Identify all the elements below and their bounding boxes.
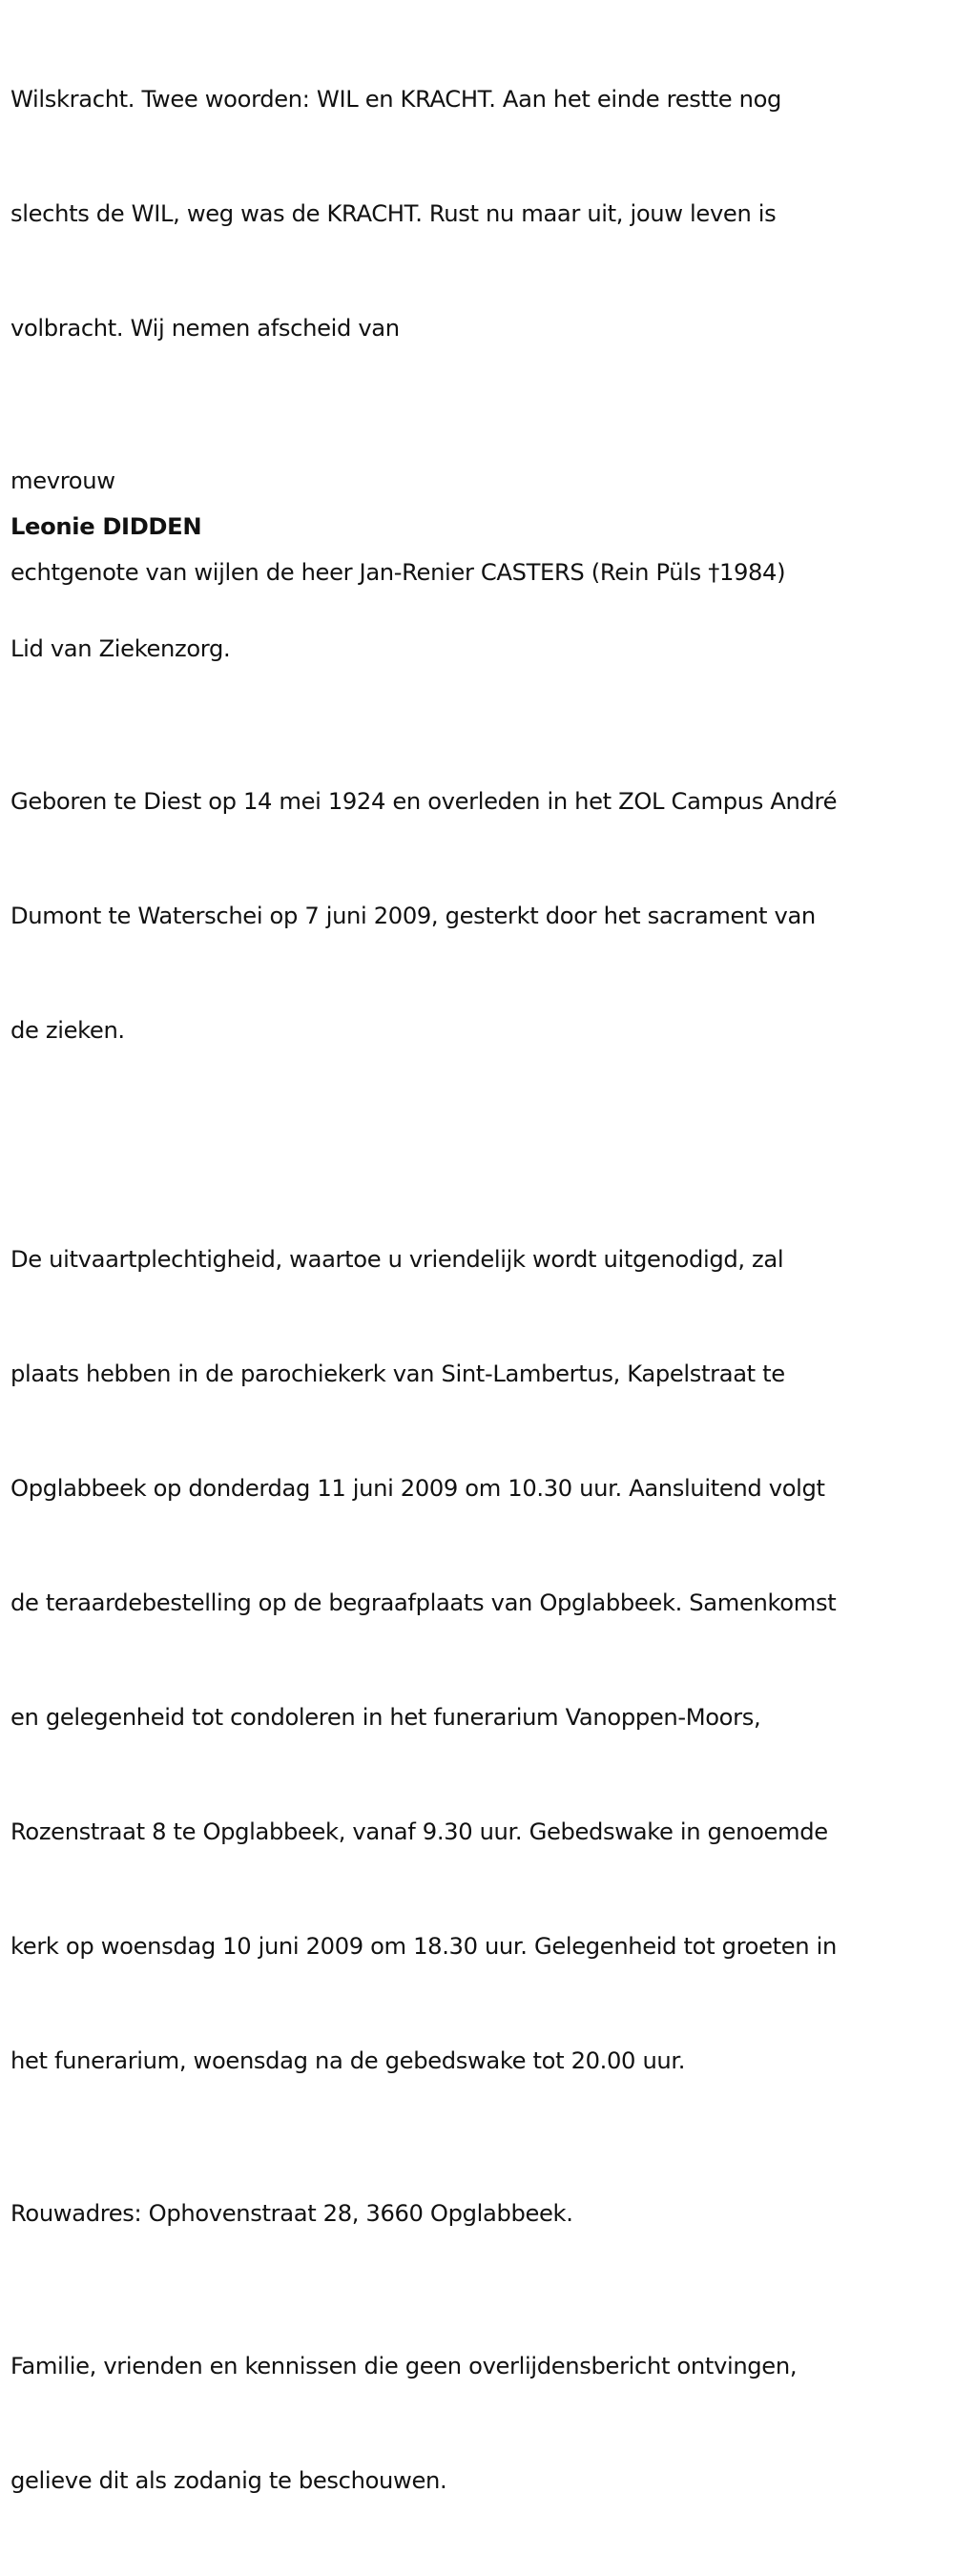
spouse-relation: echtgenote van wijlen de heer Jan-Renier CASTERS (Rein Püls †1984) — [10, 559, 786, 586]
honorific-title: mevrouw — [10, 467, 115, 494]
paragraph-gap — [10, 668, 945, 706]
deceased-name: Leonie DIDDEN — [10, 513, 202, 540]
paragraph-gap — [10, 2233, 945, 2271]
ceremony-line: het funerarium, woensdag na de gebedswake tot 20.00 uur. — [10, 2047, 686, 2074]
closing-line: Familie, vrienden en kennissen die geen overlijdensbericht ontvingen, — [10, 2353, 798, 2379]
paragraph-gap — [10, 2156, 945, 2194]
ceremony-line: de teraardebestelling op de begraafplaats van Opglabbeek. Samenkomst — [10, 1589, 837, 1616]
intro-line: Wilskracht. Twee woorden: WIL en KRACHT. Aan het einde restte nog — [10, 86, 782, 113]
birth-death-line: de zieken. — [10, 1017, 125, 1044]
paragraph-gap — [10, 1126, 945, 1164]
intro-line: volbracht. Wij nemen afscheid van — [10, 315, 400, 342]
birth-death-line: Dumont te Waterschei op 7 juni 2009, gesterkt door het sacrament van — [10, 903, 816, 929]
ceremony-line: Opglabbeek op donderdag 11 juni 2009 om 10.30 uur. Aansluitend volgt — [10, 1475, 825, 1502]
ceremony-line: en gelegenheid tot condoleren in het funerarium Vanoppen-Moors, — [10, 1704, 761, 1731]
birth-death-paragraph — [10, 706, 945, 1126]
closing-paragraph — [10, 2271, 945, 2576]
ceremony-line: plaats hebben in de parochiekerk van Sint-Lambertus, Kapelstraat te — [10, 1361, 785, 1387]
ceremony-line: kerk op woensdag 10 juni 2009 om 18.30 uur. Gelegenheid tot groeten in — [10, 1933, 837, 1960]
birth-death-line: Geboren te Diest op 14 mei 1924 en overleden in het ZOL Campus André — [10, 788, 838, 815]
mourning-address: Rouwadres: Ophovenstraat 28, 3660 Opglabbeek. — [10, 2200, 573, 2227]
closing-line: gelieve dit als zodanig te beschouwen. — [10, 2467, 447, 2494]
paragraph-gap — [10, 592, 945, 630]
ceremony-line: De uitvaartplechtigheid, waartoe u vriendelijk wordt uitgenodigd, zal — [10, 1246, 784, 1273]
paragraph-gap — [10, 424, 945, 462]
membership-line: Lid van Ziekenzorg. — [10, 635, 231, 662]
ceremony-line: Rozenstraat 8 te Opglabbeek, vanaf 9.30 uur. Gebedswake in genoemde — [10, 1818, 828, 1845]
ceremony-paragraph — [10, 1164, 945, 2156]
obituary-document — [10, 4, 945, 2576]
intro-line: slechts de WIL, weg was de KRACHT. Rust nu maar uit, jouw leven is — [10, 200, 777, 227]
intro-paragraph — [10, 4, 945, 424]
